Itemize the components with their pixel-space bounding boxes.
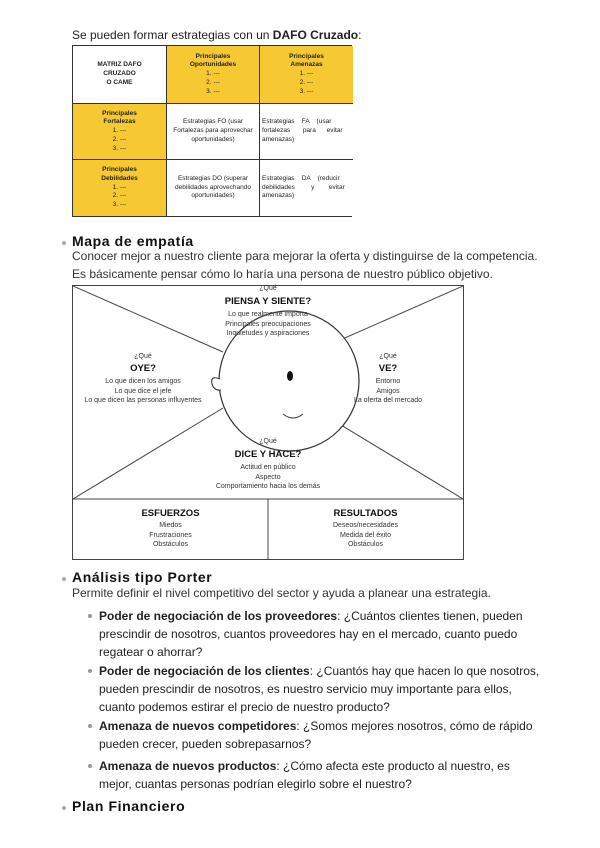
mapa-desc-1: Conocer mejor a nuestro cliente para mejorar la oferta y distinguirse de la competencia.	[72, 249, 538, 263]
intro-text	[72, 28, 361, 42]
porter-item-competidores: Amenaza de nuevos competidores: ¿Somos mejores nosotros, cómo de rápido pueden crecer, pueden sobrepasarnos?	[99, 719, 533, 751]
resultados-lines: Deseos/necesidades Medida del éxito Obstáculos	[333, 522, 398, 548]
dafo-oportunidades: Principales Oportunidades 1. --- 2. --- 3. ---	[167, 46, 260, 104]
resultados-title: RESULTADOS	[333, 508, 398, 519]
oye-lines: Lo que dicen los amigos Lo que dice el jefe Lo que dicen las personas influyentes	[84, 378, 202, 404]
dafo-matrix	[72, 45, 352, 217]
plan-heading: Plan Financiero	[72, 798, 186, 814]
dafo-corner: MATRIZ DAFO CRUZADO O CAME	[73, 46, 167, 104]
intro-suffix: :	[358, 28, 362, 42]
mapa-desc-2: Es básicamente pensar cómo lo haría una persona de nuestro público objetivo.	[72, 267, 493, 281]
bullet-icon	[62, 577, 66, 581]
eye-icon	[287, 371, 293, 381]
intro-prefix: Se pueden formar estrategias con un	[72, 28, 273, 42]
esfuerzos-lines: Miedos Frustraciones Obstáculos	[149, 522, 192, 548]
dice-hace-lines: Actitud en público Aspecto Comportamiento hacia los demás	[215, 464, 321, 490]
dafo-estrategias-da: Estrategias DA (reducir debilidades y evitar amenazas)	[260, 160, 353, 216]
oye-title: OYE?	[130, 363, 156, 374]
porter-desc: Permite definir el nivel competitivo del sector y ayuda a planear una estrategia.	[72, 586, 491, 600]
porter-item-proveedores: Poder de negociación de los proveedores: ¿Cuántos clientes tienen, pueden prescindir de nosotros, cuantos proveedores hay en el mercado, cuanto puedo regatear o ahorrar?	[99, 609, 523, 659]
sub-bullet-icon	[88, 669, 92, 673]
porter-item-clientes: Poder de negociación de los clientes: ¿Cuantós hay que hacen lo que nosotros, pueden prescindir de nosotros, es nuestro servicio muy importante para ellos, cuanto podemos estirar el precio de nuestro producto?	[99, 664, 540, 714]
ve-title: VE?	[378, 363, 398, 374]
bottom-q: ¿Qué	[259, 438, 277, 445]
top-q: ¿Qué	[259, 285, 277, 292]
mapa-heading: Mapa de empatía	[72, 233, 194, 249]
dafo-estrategias-do: Estrategias DO (superar debilidades aprovechando oportunidades)	[167, 160, 260, 216]
sub-bullet-icon	[88, 764, 92, 768]
ve-lines: Entorno Amigos La oferta del mercado	[353, 378, 423, 404]
intro-bold: DAFO Cruzado	[272, 28, 359, 42]
bullet-icon	[62, 241, 66, 245]
esfuerzos-title: ESFUERZOS	[141, 508, 200, 519]
dafo-estrategias-fo: Estrategias FO (usar Fortalezas para aprovechar oportunidades)	[167, 104, 260, 160]
porter-heading: Análisis tipo Porter	[72, 569, 213, 585]
piensa-siente-title: PIENSA Y SIENTE?	[224, 296, 312, 307]
sub-bullet-icon	[88, 724, 92, 728]
piensa-siente-lines: Lo que realmente importa Principales preocupaciones Inquietudes y aspiraciones	[225, 311, 311, 337]
porter-item-productos: Amenaza de nuevos productos: ¿Cómo afecta este producto al nuestro, es mejor, cuantas personas podrían elegirlo sobre el nuestro?	[99, 759, 510, 791]
dafo-amenazas: Principales Amenazas 1. --- 2. --- 3. ---	[260, 46, 353, 104]
dafo-debilidades: Principales Debilidades 1. --- 2. --- 3. ---	[73, 160, 167, 216]
dice-hace-title: DICE Y HACE?	[234, 449, 302, 460]
dafo-estrategias-fa: Estrategias FA (usar fortalezas para evitar amenazas)	[260, 104, 353, 160]
sub-bullet-icon	[88, 614, 92, 618]
bullet-icon	[62, 806, 66, 810]
dafo-fortalezas: Principales Fortalezas 1. --- 2. --- 3. ---	[73, 104, 167, 160]
left-q: ¿Qué	[134, 353, 152, 360]
empathy-map	[72, 285, 464, 560]
right-q: ¿Qué	[379, 353, 397, 360]
